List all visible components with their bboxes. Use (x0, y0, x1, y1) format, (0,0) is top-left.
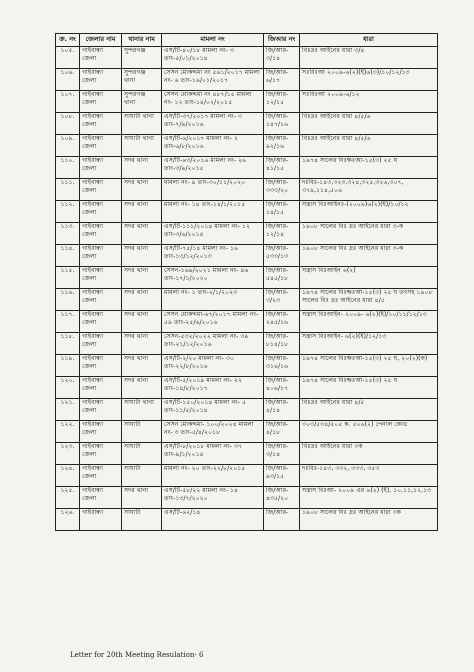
cell-section: দঃবিঃ-১৪৩, ৩৩২, ৩৩৩, ৩৫৩ (300, 465, 438, 487)
cell-serial: ১০৫. (56, 47, 80, 69)
table-header-row (56, 34, 438, 47)
cell-thana: সদর থানা (122, 377, 162, 399)
cell-serial: ১১২. (56, 201, 80, 223)
cell-gr-no: জি/আর- ৯২/১৬ (264, 135, 300, 157)
cell-thana: সাঘাটা থানা (122, 135, 162, 157)
cell-district: গাইবান্ধা জেলা (80, 179, 122, 201)
cell-district: গাইবান্ধা জেলা (80, 245, 122, 267)
header-serial: ক্র. নং (56, 34, 80, 47)
cell-case-no: এস/টি-১১১/২০১৪ মামলা নং- ১২ তাং-৩/৬/২০১৪ (162, 223, 264, 245)
cell-gr-no: জি/আর- ৯৩/১৫ (264, 465, 300, 487)
cell-serial: ১০৯. (56, 135, 80, 157)
table-row (56, 179, 438, 201)
cell-serial: ১১৬. (56, 289, 80, 311)
table-row (56, 91, 438, 113)
cell-thana: সাঘাটা থানা (122, 399, 162, 421)
cell-district: গাইবান্ধা জেলা (80, 157, 122, 179)
cell-case-no: মামলা নং- ১৪ তাং-১৪/১/২০১৫ (162, 201, 264, 223)
cell-case-no: মামলা নং- ২০ তাং-২২/৮/২০১৫ (162, 465, 264, 487)
cell-serial: ১১৯. (56, 355, 80, 377)
cell-section: ১৯০৮ সালের বিঃ দ্রঃ আইনের ধারা ৩-ক (300, 223, 438, 245)
cell-serial: ১১০. (56, 157, 80, 179)
cell-gr-no: জি/আর- ৩১৬/১৬ (264, 355, 300, 377)
cell-section: সন্ত্রাস বিঃআইন ৬(২) (300, 267, 438, 289)
cell-case-no: এস/টি-৬/২০১৭ মামলা নং- ২ তাং-৬/৮/২০১৬ (162, 135, 264, 157)
table-row (56, 69, 438, 91)
cell-thana: সদর থানা (122, 487, 162, 509)
cell-section: সন্ত্রাস বিঃআইন- ৬(২)(ই)/১২/১৩ (300, 333, 438, 355)
cell-thana: সদর থানা (122, 179, 162, 201)
cell-section: ৩০৩/৫৩৪/৫০৫ ক. ৫০৬(২) পেনাল কোড (300, 421, 438, 443)
table-row (56, 399, 438, 421)
cell-section: ১৯০৮ সালের বিঃ দ্রঃ আইনের ধারা ৩ক (300, 509, 438, 531)
cell-gr-no: জি/আর- ১৪৭/১৬ (264, 113, 300, 135)
cell-gr-no: জি/আর- ১২/১৫ (264, 91, 300, 113)
cell-case-no: এস/টি-২/২০ মামলা নং- ৩০ তাং-২২/৮/২০১৬ (162, 355, 264, 377)
table-row (56, 157, 438, 179)
cell-gr-no: জি/আর- ৪/১৪ (264, 399, 300, 421)
cell-district: গাইবান্ধা জেলা (80, 267, 122, 289)
cell-district: গাইবান্ধা জেলা (80, 333, 122, 355)
cell-case-no: এস/টি-৭৫/১৪ মামলা নং- ১৬ তাং-১৩/১২/২০১৩ (162, 245, 264, 267)
cell-thana: সদর থানা (122, 311, 162, 333)
cell-section: সন্ত্রাস বিঃআ- ২০০৯ এর ৬(২) (ই), ১০,১১,১২,১৩ (300, 487, 438, 509)
cell-section: বিঃদ্রঃ আইনের ধারা ৪/৫/৬ (300, 135, 438, 157)
header-gr-no: জিআর নং (264, 34, 300, 47)
cell-section: সঃবিঃআ ২০০৯-৬/১২ (300, 91, 438, 113)
header-thana: থানার নাম (122, 34, 162, 47)
cell-case-no: সেসন মোকদ্দমা নং ৪৮৭/১৫ মামলা নং- ১২ তাং-১৪/০২/২০১৫ (162, 91, 264, 113)
cell-gr-no: জি/আর- ৮১৪/১৮ (264, 333, 300, 355)
cell-serial: ১২১. (56, 399, 80, 421)
header-district: জেলার নাম (80, 34, 122, 47)
cell-thana: সুন্দরগঞ্জ থানা (122, 91, 162, 113)
cell-serial: ১২০. (56, 377, 80, 399)
table-row (56, 509, 438, 531)
cell-serial: ১১৭. (56, 311, 80, 333)
cell-district: গাইবান্ধা জেলা (80, 355, 122, 377)
cell-section: সঃবিঃআ ২০০৯-৬(২)(ই)৬(৩)/১০/১২/১৩ (300, 69, 438, 91)
cell-thana: সুন্দরগঞ্জ (122, 47, 162, 69)
cell-thana: সাঘাটা (122, 421, 162, 443)
table-row (56, 377, 438, 399)
document-table-container (55, 33, 437, 531)
cell-district: গাইবান্ধা জেলা (80, 377, 122, 399)
cell-gr-no: জি/আর- ৩৩৩/২০ (264, 179, 300, 201)
cell-case-no: সেসন মোকদ্দমা- ১০০/২০২৪ মামলা নং- ৩ তাং-৫/৪/২০১৮ (162, 421, 264, 443)
cell-case-no: এস/টি-৩৭/২০১৭ মামলা নং- ৩ তাং-৭/৯/২০১৬ (162, 113, 264, 135)
cell-district: গাইবান্ধা জেলা (80, 113, 122, 135)
cell-thana: সাঘাটা থানা (122, 113, 162, 135)
cell-gr-no: জি/আর- (264, 509, 300, 531)
cell-serial: ১২৩. (56, 443, 80, 465)
cell-thana: সাঘাটা (122, 465, 162, 487)
cell-case-no: মামলা নং- ১ তাং-২/১/২০২৩ (162, 289, 264, 311)
cell-district: গাইবান্ধা জেলা (80, 47, 122, 69)
cell-section: ১৯৭৪ সালের বিঃক্ষঃআ-১৫(৩) ২৫ ঘ (300, 157, 438, 179)
cell-case-no: মামলা নং- ৯ তাং-৩০/১১/২০২০ (162, 179, 264, 201)
table-row (56, 355, 438, 377)
cell-district: গাইবান্ধা জেলা (80, 311, 122, 333)
cell-section: বিঃদ্রঃ আইনের ধারা ৪/৫/৬ (300, 113, 438, 135)
cell-case-no: এস/টি-১৫০/২০১৪ মামলা নং- ৫ তাং-১১/৫/২০১৪ (162, 399, 264, 421)
cell-serial: ১০৬. (56, 69, 80, 91)
cell-district: গাইবান্ধা জেলা (80, 201, 122, 223)
cell-case-no: সেসন-১৬৯/২০২১ মামলা নং- ৪৬ তাং-১৭/১/২০২০ (162, 267, 264, 289)
cell-section: সন্ত্রাস বিঃআইনঃ-(২০০৯)৬(২)(ই)/১০/১২ (300, 201, 438, 223)
cell-serial: ১১১. (56, 179, 80, 201)
cell-thana: সদর থানা (122, 245, 162, 267)
header-section: ধারা (300, 34, 438, 47)
cell-case-no: সেসন মোকদ্দমা-৬৭/২০১৭ মামলা নং- ৫৯ তাং-২৫/৬/২০১৬ (162, 311, 264, 333)
cell-thana: সদর থানা (122, 157, 162, 179)
cell-thana: সদর থানা (122, 201, 162, 223)
cell-thana: সাঘাটা (122, 509, 162, 531)
cell-section: সন্ত্রাস বিঃআইন- ২০০৯- ৬(২)(ই)/১০/১১/১২/১৩ (300, 311, 438, 333)
cell-case-no: সেসন মোকদ্দমা নং ৫৬১/২০১৭ মামলা নং- ৬ তাং-১৬/০১/২০১৭ (162, 69, 264, 91)
cell-gr-no: জি/আর- ৪০৬/১৭ (264, 377, 300, 399)
header-case-no: মামলা নং (162, 34, 264, 47)
cell-serial: ১১৩. (56, 223, 80, 245)
table-row (56, 267, 438, 289)
table-row (56, 311, 438, 333)
cell-serial: ১২৪. (56, 465, 80, 487)
cell-thana: সুন্দরগঞ্জ থানা (122, 69, 162, 91)
cell-district: গাইবান্ধা জেলা (80, 421, 122, 443)
cell-section: ১৯৭৪ সালের বিঃক্ষঃআ-১৫(৩) ২৫ ঘ, ২০(২)(ক) (300, 355, 438, 377)
cell-thana: সদর থানা (122, 223, 162, 245)
cell-serial: ১০৭. (56, 91, 80, 113)
cell-section: দঃবিঃ-১৪৩,৩২৩,৩২৪,৩২৫,৩২৬,৩০৭, ৩৭৯,১১৪,৫০৬ (300, 179, 438, 201)
cell-serial: ১২২. (56, 421, 80, 443)
table-body (56, 47, 438, 531)
cell-district: গাইবান্ধা জেলা (80, 223, 122, 245)
footer-note: Letter for 20th Meeting Resulation- 6 (70, 651, 204, 659)
cell-gr-no: জি/আর- ৪৩৫/২০ (264, 487, 300, 509)
cell-case-no: এস/টি-৮/২০১৮ মামলা নং- ৩৭ তাং-৯/১/২০১৪ (162, 443, 264, 465)
cell-case-no: এস/টি-৫/২০১৯ মামলা নং- ২২ তাং-১৪/৮/২০১৭ (162, 377, 264, 399)
cell-section: ১৯০৮ সালের বিঃ দ্রঃ আইনের ধারা ৩-ক (300, 245, 438, 267)
table-row (56, 443, 438, 465)
cell-gr-no: জি/আর- ৬/১৭ (264, 69, 300, 91)
table-row (56, 289, 438, 311)
case-table (55, 33, 438, 531)
cell-gr-no: জি/আর- ১২/১৪ (264, 223, 300, 245)
cell-section: বিঃদ্রঃ আইনের ধারা ৩/৪ (300, 47, 438, 69)
cell-section: বিঃদ্রঃ আইনের ধারা ৪/৫ (300, 399, 438, 421)
cell-gr-no: জি/আর- ৩/১৪ (264, 47, 300, 69)
cell-serial: ১১৮. (56, 333, 80, 355)
cell-gr-no: জি/আর- ৪১/১৫ (264, 157, 300, 179)
cell-section: ১৯৭৪ সালের বিঃক্ষঃআ-১৫(৩) ২৫ ঘ (300, 377, 438, 399)
cell-section: ১৯৭৪ সালের বিঃক্ষঃআ-১৫(৩) ২৫ ঘ তৎসহ ১৯০৮ সালের বিঃ দ্রঃ আইনের ধারা ৪/৫ (300, 289, 438, 311)
cell-district: গাইবান্ধা জেলা (80, 399, 122, 421)
cell-district: গাইবান্ধা (80, 509, 122, 531)
cell-section: বিঃদ্রঃ আইনের ধারা ৩ক (300, 443, 438, 465)
table-row (56, 421, 438, 443)
cell-district: গাইবান্ধা জেলা (80, 443, 122, 465)
cell-thana: সদর থানা (122, 267, 162, 289)
table-row (56, 333, 438, 355)
cell-gr-no: জি/আর- ১৪/১৫ (264, 201, 300, 223)
table-row (56, 113, 438, 135)
cell-serial: ১০৮. (56, 113, 80, 135)
cell-case-no: এস/টি-৫৮/২২ মামলা নং- ১৪ তাং-১৩/৭/২০২০ (162, 487, 264, 509)
cell-gr-no: জি/আর- ৫৩৩/১৩ (264, 245, 300, 267)
cell-case-no: এস/টি-৪০/১৮ মামলা নং- ৩ তাং-৫/০১/২০১৪ (162, 47, 264, 69)
cell-district: গাইবান্ধা জেলা (80, 69, 122, 91)
cell-gr-no: জি/আর- ৫৪৫/১৮ (264, 267, 300, 289)
cell-serial: ১২৬. (56, 509, 80, 531)
cell-serial: ১১৫. (56, 267, 80, 289)
table-row (56, 465, 438, 487)
cell-gr-no: জি/আর- ৩/১৪ (264, 443, 300, 465)
table-row (56, 223, 438, 245)
cell-thana: সদর থানা (122, 355, 162, 377)
cell-district: গাইবান্ধা জেলা (80, 487, 122, 509)
cell-district: গাইবান্ধা জেলা (80, 91, 122, 113)
cell-district: গাইবান্ধা জেলা (80, 289, 122, 311)
cell-district: গাইবান্ধা জেলা (80, 465, 122, 487)
table-row (56, 487, 438, 509)
cell-case-no: এস/টি-৬২/১৪ (162, 509, 264, 531)
cell-gr-no: জি/আর- ৩/২৩ (264, 289, 300, 311)
cell-case-no: সেসন-৫৩২/২০২২ মামলা নং- ৩৯ তাং-২১/১২/২০১৬ (162, 333, 264, 355)
cell-serial: ১২৫. (56, 487, 80, 509)
cell-gr-no: জি/আর- ৪/১৮ (264, 421, 300, 443)
cell-district: গাইবান্ধা জেলা (80, 135, 122, 157)
cell-thana: সদর থানা (122, 333, 162, 355)
cell-serial: ১১৪. (56, 245, 80, 267)
cell-gr-no: জি/আর- ২৪৫/১৬ (264, 311, 300, 333)
table-row (56, 245, 438, 267)
cell-thana: সদর থানা (122, 289, 162, 311)
cell-case-no: এস/টি-৬৩/২০১৬ মামলা নং- ২৬ তাং-৩/৯/২০১৫ (162, 157, 264, 179)
table-row (56, 135, 438, 157)
cell-thana: সাঘাটা (122, 443, 162, 465)
table-row (56, 201, 438, 223)
table-row (56, 47, 438, 69)
